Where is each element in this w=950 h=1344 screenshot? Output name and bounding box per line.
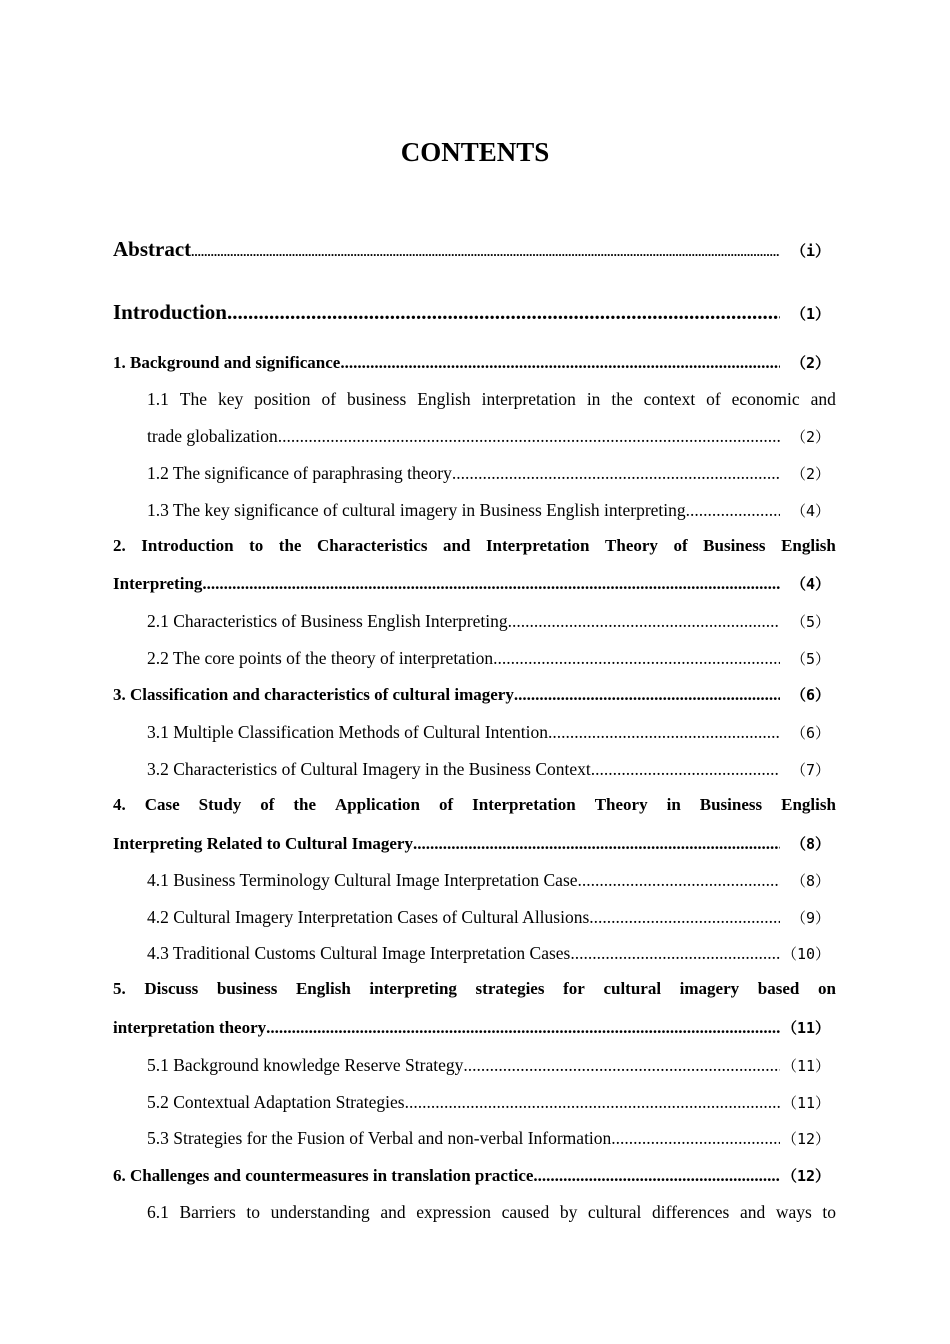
toc-entry-label: Introduction [113, 300, 227, 324]
word: and [380, 1202, 406, 1222]
toc-page-number: （2） [790, 465, 830, 483]
leader-dots [508, 611, 780, 632]
toc-entry-section-6[interactable] [113, 1165, 830, 1186]
word: of [673, 536, 688, 555]
toc-page-number: （9） [790, 909, 830, 927]
word: the [611, 389, 633, 409]
toc-entry-label: Interpreting Related to Cultural Imagery [113, 834, 413, 853]
word: Application [335, 795, 421, 814]
toc-page-number: （4） [790, 575, 830, 593]
toc-entry-3-2[interactable] [147, 759, 830, 780]
word: differences [651, 1202, 730, 1222]
toc-entry-section-3[interactable] [113, 684, 830, 705]
toc-page-number: （4） [790, 502, 830, 520]
word: English [295, 979, 351, 998]
word: 6.1 [147, 1202, 169, 1222]
toc-entry-section-2-line1[interactable] [113, 536, 836, 556]
leader-dots [591, 759, 780, 780]
toc-page-number: （5） [790, 650, 830, 668]
toc-entry-label: 3. Classification and characteristics of cultural imagery [113, 685, 514, 704]
word: Theory [605, 536, 658, 555]
toc-entry-5-2[interactable] [147, 1092, 830, 1113]
word: economic [731, 389, 800, 409]
toc-entry-label [113, 979, 836, 999]
toc-entry-1-3[interactable] [147, 500, 830, 521]
toc-entry-section-4-line1[interactable] [113, 795, 836, 815]
toc-page-number: （12） [781, 1167, 830, 1185]
toc-page-number: （1） [790, 305, 830, 323]
toc-entry-section-4-line2[interactable] [113, 833, 830, 854]
leader-dots [278, 426, 780, 447]
word: of [706, 389, 721, 409]
leader-dots [463, 1055, 780, 1076]
toc-page-number: （6） [790, 724, 830, 742]
toc-page-number: （8） [790, 835, 830, 853]
toc-entry-2-1[interactable] [147, 611, 830, 632]
toc-entry-4-2[interactable] [147, 907, 830, 928]
word: 2. [113, 536, 126, 555]
word: to [246, 1202, 261, 1222]
word: in [586, 389, 601, 409]
toc-entry-abstract[interactable] [113, 237, 830, 262]
toc-entry-label [113, 795, 836, 815]
word: business [216, 979, 278, 998]
leader-dots [493, 648, 780, 669]
leader-dots [452, 463, 780, 484]
toc-entry-label [147, 1202, 836, 1223]
word: English [417, 389, 471, 409]
word: context [643, 389, 696, 409]
word: the [293, 795, 317, 814]
toc-entry-section-5-line2[interactable] [113, 1017, 830, 1038]
word: Theory [594, 795, 648, 814]
word: of [260, 795, 275, 814]
word: based [757, 979, 800, 998]
toc-page-number: （2） [790, 354, 830, 372]
leader-dots [686, 500, 780, 521]
word: in [666, 795, 681, 814]
toc-entry-section-2-line2[interactable] [113, 573, 830, 594]
toc-entry-1-1-line2[interactable] [147, 426, 830, 447]
word: of [321, 389, 337, 409]
word: English [781, 536, 836, 555]
toc-page-number: （7） [790, 761, 830, 779]
word: understanding [270, 1202, 370, 1222]
word: Business [703, 536, 766, 555]
toc-entry-4-3[interactable] [147, 943, 830, 964]
leader-dots [202, 574, 780, 594]
word: 1.1 [147, 389, 169, 409]
toc-page-number: （5） [790, 613, 830, 631]
page-title: CONTENTS [400, 137, 550, 167]
toc-entry-label [113, 536, 836, 556]
toc-entry-section-5-line1[interactable] [113, 979, 836, 999]
word: and [810, 389, 836, 409]
word: The [179, 389, 208, 409]
word: Interpretation [472, 795, 576, 814]
word: expression [416, 1202, 492, 1222]
toc-entry-5-1[interactable] [147, 1055, 830, 1076]
toc-entry-section-1[interactable] [113, 352, 830, 373]
word: 4. [113, 795, 126, 814]
word: English [781, 795, 836, 814]
leader-dots [266, 1018, 780, 1038]
word: Business [699, 795, 763, 814]
word: position [254, 389, 311, 409]
toc-entry-1-1-line1[interactable] [147, 389, 836, 410]
leader-dots [578, 870, 780, 891]
toc-entry-label: interpretation theory [113, 1018, 267, 1037]
leader-dots [413, 834, 780, 854]
word: cultural [603, 979, 662, 998]
toc-page-number: （6） [790, 686, 830, 704]
word: Barriers [179, 1202, 236, 1222]
toc-entry-label: 4.3 Traditional Customs Cultural Image Interpretation Cases [147, 943, 571, 963]
leader-dots [570, 943, 780, 964]
leader-dots [533, 1166, 780, 1186]
leader-dots [405, 1092, 780, 1113]
toc-page-number: （11） [781, 1094, 830, 1112]
word: interpreting [369, 979, 457, 998]
toc-entry-label: 4.2 Cultural Imagery Interpretation Cases of Cultural Allusions [147, 907, 590, 927]
word: on [817, 979, 836, 998]
toc-entry-label: trade globalization [147, 426, 278, 446]
toc-entry-label: 1.3 The key significance of cultural imagery in Business English interpreting [147, 500, 686, 520]
toc-entry-label: 3.2 Characteristics of Cultural Imagery in the Business Context [147, 759, 591, 779]
toc-entry-label: Abstract [113, 237, 192, 261]
toc-entry-label: 5.2 Contextual Adaptation Strategies [147, 1092, 405, 1112]
toc-entry-1-2[interactable] [147, 463, 830, 484]
leader-dots [340, 353, 780, 373]
word: Discuss [144, 979, 199, 998]
word: cultural [587, 1202, 642, 1222]
toc-page-number: （8） [790, 872, 830, 890]
toc-page-number: （10） [781, 945, 830, 963]
word: key [217, 389, 244, 409]
word: interpretation [481, 389, 576, 409]
word: strategies [475, 979, 545, 998]
toc-page-number: （2） [790, 428, 830, 446]
toc-page-number: （i） [790, 242, 830, 260]
word: the [278, 536, 302, 555]
word: Study [198, 795, 242, 814]
word: and [442, 536, 471, 555]
leader-dots [548, 722, 780, 743]
toc-entry-label: 1.2 The significance of paraphrasing theory [147, 463, 452, 483]
toc-entry-label: 1. Background and significance [113, 353, 341, 372]
word: caused [501, 1202, 550, 1222]
word: and [739, 1202, 766, 1222]
toc-page-number: （12） [781, 1130, 830, 1148]
toc-entry-label: 5.1 Background knowledge Reserve Strategy [147, 1055, 464, 1075]
toc-entry-label: 6. Challenges and countermeasures in translation practice [113, 1166, 534, 1185]
toc-entry-6-1-line1[interactable] [147, 1202, 836, 1223]
toc-entry-5-3[interactable] [147, 1128, 830, 1149]
word: by [559, 1202, 578, 1222]
leader-dots [611, 1128, 780, 1149]
leader-dots [227, 300, 780, 325]
toc-entry-label: 5.3 Strategies for the Fusion of Verbal and non-verbal Information [147, 1128, 612, 1148]
word: of [439, 795, 454, 814]
toc-entry-label: 3.1 Multiple Classification Methods of Cultural Intention [147, 722, 548, 742]
toc-entry-label: 4.1 Business Terminology Cultural Image Interpretation Case [147, 870, 578, 890]
word: business [346, 389, 407, 409]
word: Interpretation [485, 536, 590, 555]
word: Case [144, 795, 180, 814]
toc-page-number: （11） [781, 1019, 830, 1037]
word: to [822, 1202, 836, 1222]
leader-dots [191, 244, 780, 260]
word: to [249, 536, 264, 555]
leader-dots [589, 907, 780, 928]
toc-entry-label: 2.2 The core points of the theory of interpretation [147, 648, 494, 668]
toc-entry-4-1[interactable] [147, 870, 830, 891]
toc-page-number: （11） [781, 1057, 830, 1075]
word: Characteristics [316, 536, 428, 555]
toc-entry-3-1[interactable] [147, 722, 830, 743]
leader-dots [514, 685, 780, 705]
word: Introduction [141, 536, 234, 555]
toc-entry-label: Interpreting [113, 574, 203, 593]
toc-entry-2-2[interactable] [147, 648, 830, 669]
word: for [563, 979, 585, 998]
word: imagery [679, 979, 740, 998]
toc-entry-label: 2.1 Characteristics of Business English Interpreting [147, 611, 508, 631]
toc-entry-introduction[interactable] [113, 300, 830, 325]
word: ways [775, 1202, 812, 1222]
word: 5. [113, 979, 126, 998]
word-group [147, 389, 836, 410]
